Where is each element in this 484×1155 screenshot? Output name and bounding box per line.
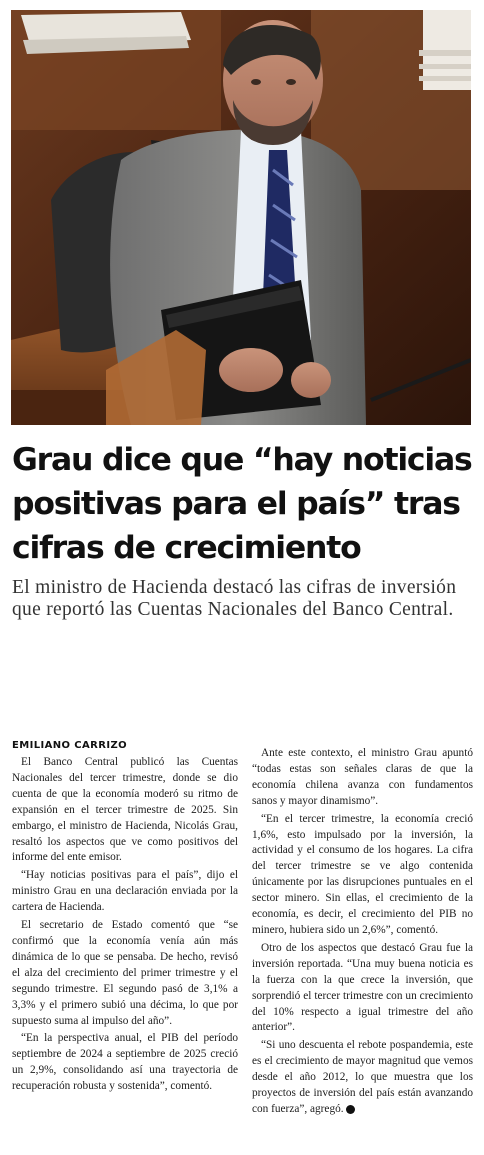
article-photo [11,10,471,425]
body-paragraph: “En el tercer trimestre, la economía creció 1,6%, esto impulsado por la inversión, la actividad y el consumo de los hogares. La cifra del tercer trimestre se ve algo contenida únicamente por las disrupciones puntuales en el sector minero. Sin ellas, el crecimiento de la economía, es decir, el crecimiento del PIB no minero, hubiera sido un 2,6%”, comentó. [252,812,473,936]
body-paragraph: Ante este contexto, el ministro Grau apuntó “todas estas son señales claras de que la economía chilena avanza con fundamentos sanos y mayor dinamismo”. [252,747,473,807]
body-paragraph-last [252,1038,473,1118]
subheadline: El ministro de Hacienda destacó las cifras de inversión que reportó las Cuentas Nacionales del Banco Central. [12,577,457,620]
article-column-right [252,746,473,1120]
body-paragraph: Otro de los aspectos que destacó Grau fue la inversión reportada. “Una muy buena noticia es la fuerza con la que crece la inversión, que sorprendió el tercer trimestre con un crecimiento del 10% respecto a igual trimestre del año anterior”. [252,941,473,1034]
body-paragraph: “Hay noticias positivas para el país”, dijo el ministro Grau en una declaración enviada por la cartera de Hacienda. [12,869,238,914]
body-paragraph: El Banco Central publicó las Cuentas Nacionales del tercer trimestre, donde se dio cuenta de que la economía moderó su ritmo de expansión en el tercer trimestre de 2025. Sin embargo, el ministro de Hacienda, Nicolás Grau, resaltó los aspectos que ve como positivos del informe del ente emisor. [12,756,238,864]
byline: EMILIANO CARRIZO [12,740,128,751]
body-paragraph: “En la perspectiva anual, el PIB del período septiembre de 2024 a septiembre de 2025 creció un 2,9%, consolidando así una trayectoria de recuperación robusta y sostenida”, comentó. [12,1032,238,1093]
end-of-article-icon: P [346,1105,355,1114]
headline: Grau dice que “hay noticias positivas para el país” tras cifras de crecimiento [12,442,472,566]
article-column-left [12,739,238,1097]
body-paragraph: El secretario de Estado comentó que “se confirmó que la economía venía aún más dinámica de lo que se pensaba. De hecho, revisó el alza del crecimiento del primer trimestre y el segundo trimestre. El segundo pasó de 3,1% a 3,3% y el primero subió una décima, lo que por supuesto suma al impulso del año”. [12,919,238,1027]
body-paragraph-text: “Si uno descuenta el rebote pospandemia, este es el crecimiento de mayor magnitud que vemos desde el año 2012, lo que muestra que los proyectos de inversión del país están avanzando con fuerza”, agregó. [252,1039,473,1115]
